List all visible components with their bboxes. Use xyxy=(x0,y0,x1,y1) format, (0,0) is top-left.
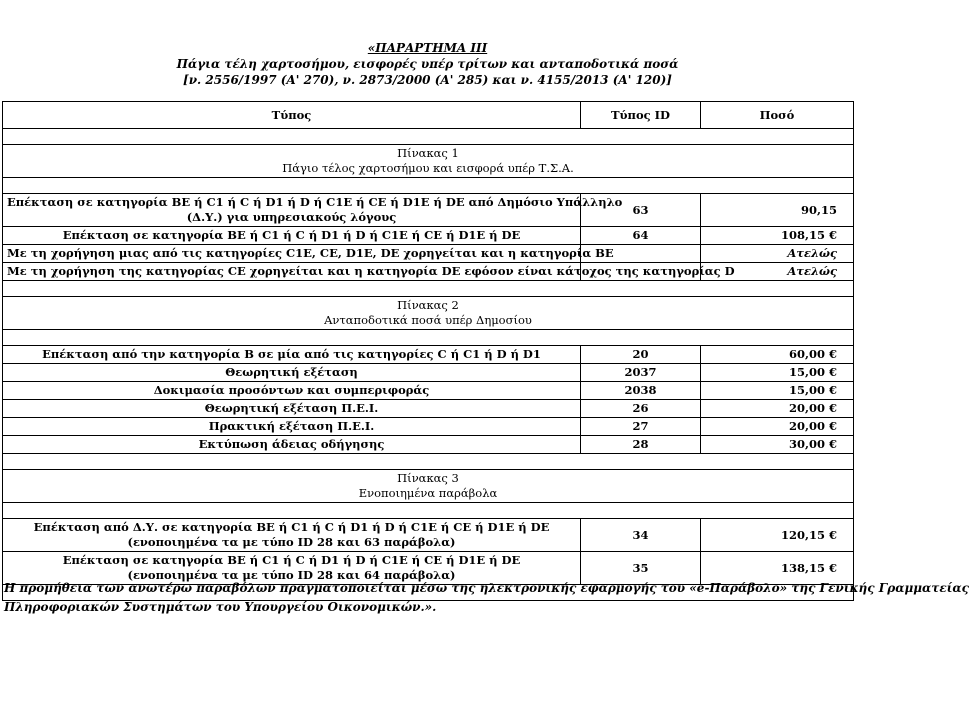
amount-cell: 108,15 € xyxy=(701,227,854,245)
section-heading-row xyxy=(3,470,854,503)
column-header-type: Τύπος xyxy=(3,102,581,129)
table-row xyxy=(3,346,854,364)
type-text: Επέκταση από Δ.Υ. σε κατηγορία ΒΕ ή C1 ή C ή D1 ή D ή C1E ή CE ή D1E ή DE xyxy=(33,520,550,534)
type-text: Επέκταση σε κατηγορία ΒΕ ή C1 ή C ή D1 ή D ή C1E ή CE ή D1E ή DE xyxy=(62,553,521,567)
table-row xyxy=(3,400,854,418)
section-subtitle: Πάγιο τέλος χαρτοσήμου και εισφορά υπέρ Τ.Σ.Α. xyxy=(282,161,574,175)
type-cell xyxy=(3,263,735,281)
type-text: Επέκταση σε κατηγορία ΒΕ ή C1 ή C ή D1 ή D ή C1E ή CE ή D1E ή DE από Δημόσιο Υπάλληλο xyxy=(7,195,623,209)
type-text: (ενοποιημένα τα με τύπο ID 28 και 63 παράβολα) xyxy=(127,535,456,549)
type-id-cell: 2038 xyxy=(581,382,701,400)
type-cell xyxy=(3,346,581,364)
amount-cell: 90,15 xyxy=(701,194,854,227)
spacer-row xyxy=(3,454,854,470)
type-id-cell: 64 xyxy=(581,227,701,245)
type-id-cell: 28 xyxy=(581,436,701,454)
amount-cell: 15,00 € xyxy=(701,382,854,400)
type-id-cell: 63 xyxy=(581,194,701,227)
amount-cell: 20,00 € xyxy=(701,418,854,436)
section-heading xyxy=(3,470,854,503)
footer-line: Πληροφοριακών Συστημάτων του Υπουργείου Οικονομικών.». xyxy=(4,600,437,614)
amount-cell: 15,00 € xyxy=(701,364,854,382)
type-text: Με τη χορήγηση μιας από τις κατηγορίες C1E, CE, D1E, DE χορηγείται και η κατηγορία ΒΕ xyxy=(7,246,614,260)
section-title: Πίνακας 1 xyxy=(397,146,459,160)
spacer-row xyxy=(3,129,854,145)
table-header-row xyxy=(3,102,854,129)
annex-title: «ΠΑΡΑΡΤΗΜΑ ΙΙΙ xyxy=(367,41,488,55)
table-row xyxy=(3,364,854,382)
fees-table xyxy=(2,101,969,601)
section-title: Πίνακας 2 xyxy=(397,298,459,312)
table-row xyxy=(3,245,854,263)
column-header-amount: Ποσό xyxy=(701,102,854,129)
table-row xyxy=(3,382,854,400)
type-text: Θεωρητική εξέταση xyxy=(225,365,358,379)
type-cell xyxy=(3,436,581,454)
type-text: Πρακτική εξέταση Π.Ε.Ι. xyxy=(208,419,375,433)
spacer-row xyxy=(3,503,854,519)
type-text: Εκτύπωση άδειας οδήγησης xyxy=(198,437,385,451)
section-title: Πίνακας 3 xyxy=(397,471,459,485)
type-id-cell: 35 xyxy=(581,552,701,585)
type-text: (Δ.Υ.) για υπηρεσιακούς λόγους xyxy=(186,210,397,224)
type-text: Δοκιμασία προσόντων και συμπεριφοράς xyxy=(153,383,430,397)
section-heading-row xyxy=(3,297,854,330)
spacer-cell xyxy=(3,330,854,346)
table-row xyxy=(3,519,854,552)
spacer-cell xyxy=(3,454,854,470)
table-row xyxy=(3,418,854,436)
type-text: Θεωρητική εξέταση Π.Ε.Ι. xyxy=(204,401,379,415)
type-id-cell: 20 xyxy=(581,346,701,364)
table-row xyxy=(3,436,854,454)
column-header-type-id: Τύπος ID xyxy=(581,102,701,129)
type-id-cell: 34 xyxy=(581,519,701,552)
type-id-cell: 27 xyxy=(581,418,701,436)
table-row xyxy=(3,227,854,245)
section-heading xyxy=(3,145,854,178)
spacer-cell xyxy=(3,178,854,194)
amount-cell: 20,00 € xyxy=(701,400,854,418)
section-heading xyxy=(3,297,854,330)
spacer-row xyxy=(3,281,854,297)
amount-cell: Ατελώς xyxy=(701,263,854,281)
amount-cell: 60,00 € xyxy=(701,346,854,364)
type-cell xyxy=(3,364,581,382)
amount-cell: 138,15 € xyxy=(701,552,854,585)
section-subtitle: Ενοποιημένα παράβολα xyxy=(358,486,498,500)
spacer-cell xyxy=(3,281,854,297)
type-text: Επέκταση σε κατηγορία ΒΕ ή C1 ή C ή D1 ή D ή C1E ή CE ή D1E ή DE xyxy=(62,228,521,242)
spacer-row xyxy=(3,330,854,346)
type-text: (ενοποιημένα τα με τύπο ID 28 και 64 παράβολα) xyxy=(127,568,456,582)
footer-note xyxy=(4,579,969,617)
type-cell xyxy=(3,418,581,436)
amount-cell: 30,00 € xyxy=(701,436,854,454)
section-heading-row xyxy=(3,145,854,178)
table-row xyxy=(3,194,854,227)
type-cell xyxy=(3,400,581,418)
spacer-cell xyxy=(3,503,854,519)
amount-cell: Ατελώς xyxy=(701,245,854,263)
table-row xyxy=(3,263,854,281)
spacer-cell xyxy=(3,129,854,145)
annex-subtitle: Πάγια τέλη χαρτοσήμου, εισφορές υπέρ τρίτων και ανταποδοτικά ποσά xyxy=(176,57,679,71)
type-cell xyxy=(3,382,581,400)
amount-cell: 120,15 € xyxy=(701,519,854,552)
annex-laws: [ν. 2556/1997 (Α' 270), ν. 2873/2000 (Α' 285) και ν. 4155/2013 (Α' 120)] xyxy=(183,73,672,87)
type-text: Επέκταση από την κατηγορία Β σε μία από τις κατηγορίες C ή C1 ή D ή D1 xyxy=(42,347,541,361)
section-subtitle: Ανταποδοτικά ποσά υπέρ Δημοσίου xyxy=(324,313,532,327)
type-cell xyxy=(3,227,581,245)
spacer-row xyxy=(3,178,854,194)
document-header xyxy=(0,40,855,88)
type-cell xyxy=(3,245,614,263)
footer-line: Η προμήθεια των ανωτέρω παραβόλων πραγματοποιείται μέσω της ηλεκτρονικής εφαρμογής του «e-Παράβολο» της Γενικής Γραμματείας xyxy=(4,581,969,595)
type-text: Με τη χορήγηση της κατηγορίας CE χορηγείται και η κατηγορία DE εφόσον είναι κάτοχος της κατηγορίας D xyxy=(7,264,735,278)
type-cell xyxy=(3,519,581,552)
type-cell xyxy=(3,194,623,227)
type-id-cell: 26 xyxy=(581,400,701,418)
type-id-cell: 2037 xyxy=(581,364,701,382)
